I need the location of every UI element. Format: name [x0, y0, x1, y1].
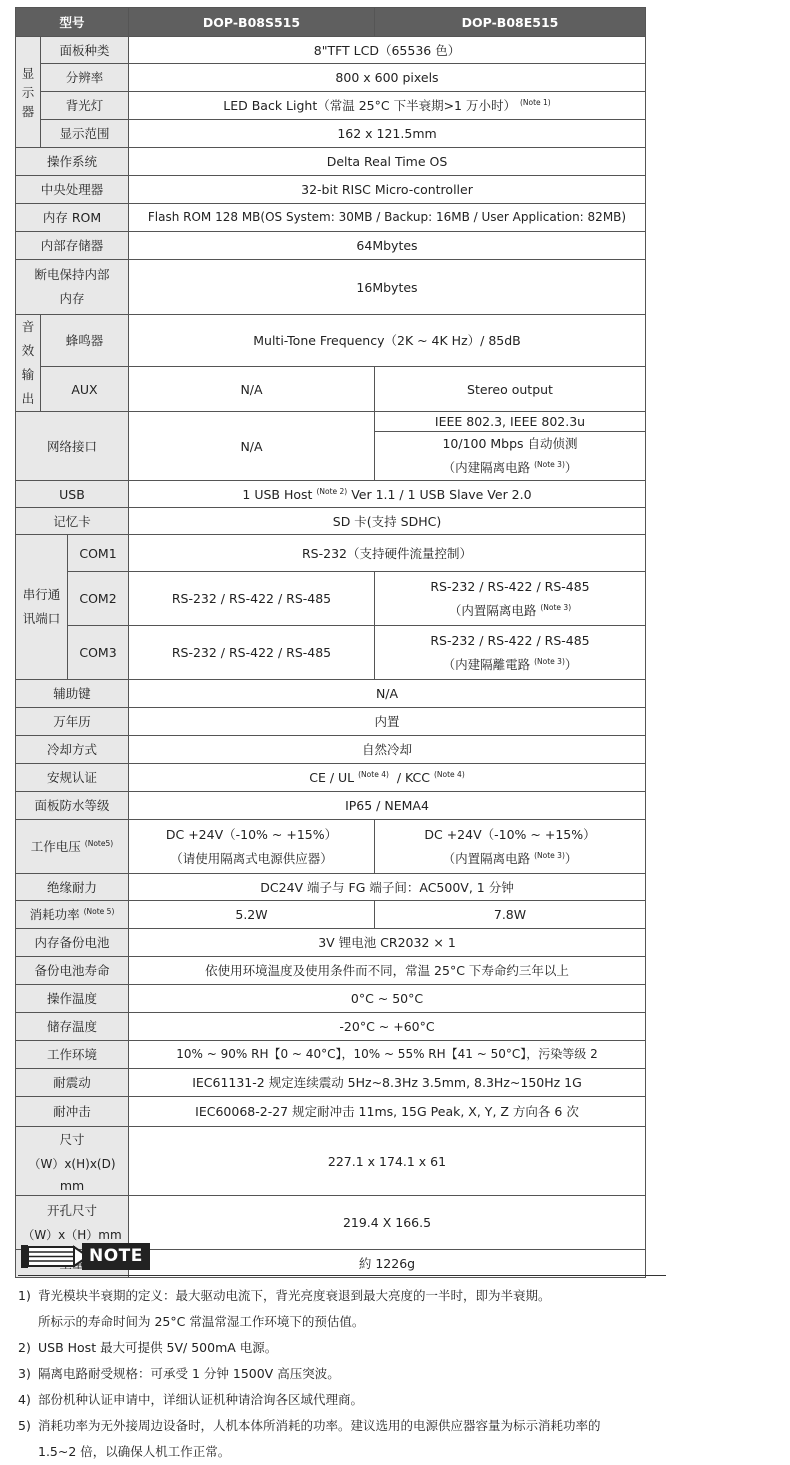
table-row: [16, 92, 646, 120]
header-label: 型号: [16, 8, 129, 37]
rtc-label: 万年历: [16, 708, 129, 736]
table-row: [16, 764, 646, 792]
table-row: [16, 820, 646, 874]
aux-value-s: N/A: [129, 367, 375, 412]
table-row: [16, 985, 646, 1013]
table-row: [16, 572, 646, 626]
cutout-value: 219.4 X 166.5: [129, 1196, 646, 1250]
vibration-label: 耐震动: [16, 1069, 129, 1097]
table-row: [16, 957, 646, 985]
rtc-value: 内置: [129, 708, 646, 736]
retain-label: 断电保持内部 内存: [16, 260, 129, 315]
table-row: [16, 64, 646, 92]
note-ref: (Note5): [84, 838, 114, 848]
network-value-e-1: IEEE 802.3, IEEE 802.3u: [375, 412, 646, 432]
audio-group-label: 音效 输出: [16, 315, 41, 412]
display-group-label: 显 示 器: [16, 37, 41, 148]
backlight-label: 背光灯: [41, 92, 129, 120]
dimension-value: 227.1 x 174.1 x 61: [129, 1127, 646, 1196]
note-ref: (Note 4): [433, 769, 465, 779]
note-item-2: 2) USB Host 最大可提供 5V/ 500mA 电源。: [18, 1340, 278, 1355]
serial-group-label: 串行通 讯端口: [16, 535, 68, 680]
function-key-label: 辅助键: [16, 680, 129, 708]
memcard-value: SD 卡(支持 SDHC): [129, 508, 646, 535]
safety-label: 安规认证: [16, 764, 129, 792]
table-row: [16, 120, 646, 148]
environment-value: 10% ~ 90% RH【0 ~ 40°C】，10% ~ 55% RH【41 ~ 50°C】，污染等级 2: [129, 1041, 646, 1069]
com2-label: COM2: [68, 572, 129, 626]
cpu-label: 中央处理器: [16, 176, 129, 204]
resolution-value: 800 x 600 pixels: [129, 64, 646, 92]
table-row: [16, 708, 646, 736]
cooling-value: 自然冷却: [129, 736, 646, 764]
battery-life-value: 依使用环境温度及使用条件而不同，常温 25°C 下寿命约三年以上: [129, 957, 646, 985]
header-model-e: DOP-B08E515: [375, 8, 646, 37]
com1-label: COM1: [68, 535, 129, 572]
table-row: [16, 1041, 646, 1069]
insulation-label: 绝缘耐力: [16, 874, 129, 901]
protection-label: 面板防水等级: [16, 792, 129, 820]
note-badge: NOTE: [82, 1243, 150, 1270]
memcard-label: 记忆卡: [16, 508, 129, 535]
note-item-1: 1) 背光模块半衰期的定义：最大驱动电流下，背光亮度衰退到最大亮度的一半时，即为半衰期。 所标示的寿命时间为 25°C 常温常湿工作环境下的预估值。: [18, 1288, 551, 1329]
voltage-value-s: DC +24V（-10% ~ +15%） （请使用隔离式电源供应器）: [129, 820, 375, 874]
rom-value: Flash ROM 128 MB(OS System: 30MB / Backup: 16MB / User Application: 82MB): [129, 204, 646, 232]
usb-value: 1 USB Host $^{(Note 2)}$ Ver 1.1 / 1 USB Slave Ver 2.0: [129, 481, 646, 508]
voltage-label: 工作电压 $^{(Note5)}$: [16, 820, 129, 874]
note-ref: (Note 1): [519, 97, 551, 107]
table-row: [16, 232, 646, 260]
aux-label: AUX: [41, 367, 129, 412]
table-row: [16, 1097, 646, 1127]
note-ref: (Note 3): [540, 602, 572, 612]
com3-value-s: RS-232 / RS-422 / RS-485: [129, 626, 375, 680]
table-row: [16, 148, 646, 176]
note-header: [18, 1240, 666, 1277]
com2-value-s: RS-232 / RS-422 / RS-485: [129, 572, 375, 626]
table-row: [16, 929, 646, 957]
com3-value-e: RS-232 / RS-422 / RS-485 （内建隔離電路 $^{(Note 3)}$）: [375, 626, 646, 680]
safety-value: CE / UL $^{(Note 4)}$ / KCC $^{(Note 4)}$: [129, 764, 646, 792]
display-area-value: 162 x 121.5mm: [129, 120, 646, 148]
table-row: [16, 260, 646, 315]
power-value-s: 5.2W: [129, 901, 375, 929]
table-row: [16, 535, 646, 572]
buzzer-value: Multi-Tone Frequency（2K ~ 4K Hz）/ 85dB: [129, 315, 646, 367]
cutout-label: 开孔尺寸 （W）x（H）mm: [16, 1196, 129, 1250]
resolution-label: 分辨率: [41, 64, 129, 92]
table-row: [16, 680, 646, 708]
power-label: 消耗功率 $^{(Note 5)}$: [16, 901, 129, 929]
protection-value: IP65 / NEMA4: [129, 792, 646, 820]
buzzer-label: 蜂鸣器: [41, 315, 129, 367]
table-row: [16, 37, 646, 64]
network-value-s: N/A: [129, 412, 375, 481]
rom-label: 内存 ROM: [16, 204, 129, 232]
power-value-e: 7.8W: [375, 901, 646, 929]
table-row: [16, 792, 646, 820]
dimension-label: 尺寸 （W）x(H)x(D) mm: [16, 1127, 129, 1196]
aux-value-e: Stereo output: [375, 367, 646, 412]
network-label: 网络接口: [16, 412, 129, 481]
note-item-4: 4) 部份机种认证申请中，详细认证机种请洽询各区域代理商。: [18, 1392, 364, 1407]
table-row: [16, 626, 646, 680]
battery-life-label: 备份电池寿命: [16, 957, 129, 985]
note-ref: (Note 2): [316, 486, 348, 496]
os-label: 操作系统: [16, 148, 129, 176]
table-row: [16, 204, 646, 232]
table-row: [16, 874, 646, 901]
com3-label: COM3: [68, 626, 129, 680]
table-row: [16, 176, 646, 204]
com1-value: RS-232（支持硬件流量控制）: [129, 535, 646, 572]
note-item-5: 5) 消耗功率为无外接周边设备时，人机本体所消耗的功率。建议选用的电源供应器容量为标示消耗功率的 1.5~2 倍，以确保人机工作正常。: [18, 1418, 601, 1459]
op-temp-value: 0°C ~ 50°C: [129, 985, 646, 1013]
display-area-label: 显示范围: [41, 120, 129, 148]
environment-label: 工作环境: [16, 1041, 129, 1069]
table-row: [16, 315, 646, 367]
divider: [18, 1275, 666, 1276]
table-header-row: [16, 8, 646, 37]
shock-value: IEC60068-2-27 规定耐冲击 11ms, 15G Peak, X, Y, Z 方向各 6 次: [129, 1097, 646, 1127]
table-row: [16, 412, 646, 432]
note-ref: (Note 5): [83, 906, 115, 916]
panel-type-value: 8"TFT LCD（65536 色）: [129, 37, 646, 64]
note-ref: (Note 3): [534, 459, 565, 469]
battery-label: 内存备份电池: [16, 929, 129, 957]
table-row: [16, 508, 646, 535]
storage-label: 内部存储器: [16, 232, 129, 260]
note-ref: (Note 3): [534, 850, 565, 860]
os-value: Delta Real Time OS: [129, 148, 646, 176]
notes-list: [18, 1283, 678, 1465]
table-row: [16, 481, 646, 508]
battery-value: 3V 锂电池 CR2032 × 1: [129, 929, 646, 957]
backlight-value: LED Back Light（常温 25°C 下半衰期>1 万小时） $^{(Note 1)}$: [129, 92, 646, 120]
panel-type-label: 面板种类: [41, 37, 129, 64]
table-row: [16, 736, 646, 764]
cpu-value: 32-bit RISC Micro-controller: [129, 176, 646, 204]
cooling-label: 冷却方式: [16, 736, 129, 764]
voltage-value-e: DC +24V（-10% ~ +15%） （内置隔离电路 $^{(Note 3)}$）: [375, 820, 646, 874]
table-row: [16, 1127, 646, 1196]
retain-value: 16Mbytes: [129, 260, 646, 315]
shock-label: 耐冲击: [16, 1097, 129, 1127]
spec-table: [15, 7, 646, 1278]
function-key-value: N/A: [129, 680, 646, 708]
table-row: [16, 1013, 646, 1041]
op-temp-label: 操作温度: [16, 985, 129, 1013]
note-ref: (Note 3): [534, 656, 565, 666]
insulation-value: DC24V 端子与 FG 端子间：AC500V, 1 分钟: [129, 874, 646, 901]
note-item-3: 3) 隔离电路耐受规格：可承受 1 分钟 1500V 高压突波。: [18, 1366, 340, 1381]
network-value-e-2: 10/100 Mbps 自动侦测 （内建隔离电路 $^{(Note 3)}$）: [375, 432, 646, 481]
table-row: [16, 901, 646, 929]
usb-label: USB: [16, 481, 129, 508]
storage-temp-label: 储存温度: [16, 1013, 129, 1041]
table-row: [16, 1069, 646, 1097]
com2-value-e: RS-232 / RS-422 / RS-485 （内置隔离电路 $^{(Note 3)}$: [375, 572, 646, 626]
storage-temp-value: -20°C ~ +60°C: [129, 1013, 646, 1041]
note-ref: (Note 4): [358, 769, 389, 779]
vibration-value: IEC61131-2 规定连续震动 5Hz~8.3Hz 3.5mm, 8.3Hz~150Hz 1G: [129, 1069, 646, 1097]
storage-value: 64Mbytes: [129, 232, 646, 260]
weight-value: 約 1226g: [129, 1250, 646, 1278]
header-model-s: DOP-B08S515: [129, 8, 375, 37]
table-row: [16, 367, 646, 412]
